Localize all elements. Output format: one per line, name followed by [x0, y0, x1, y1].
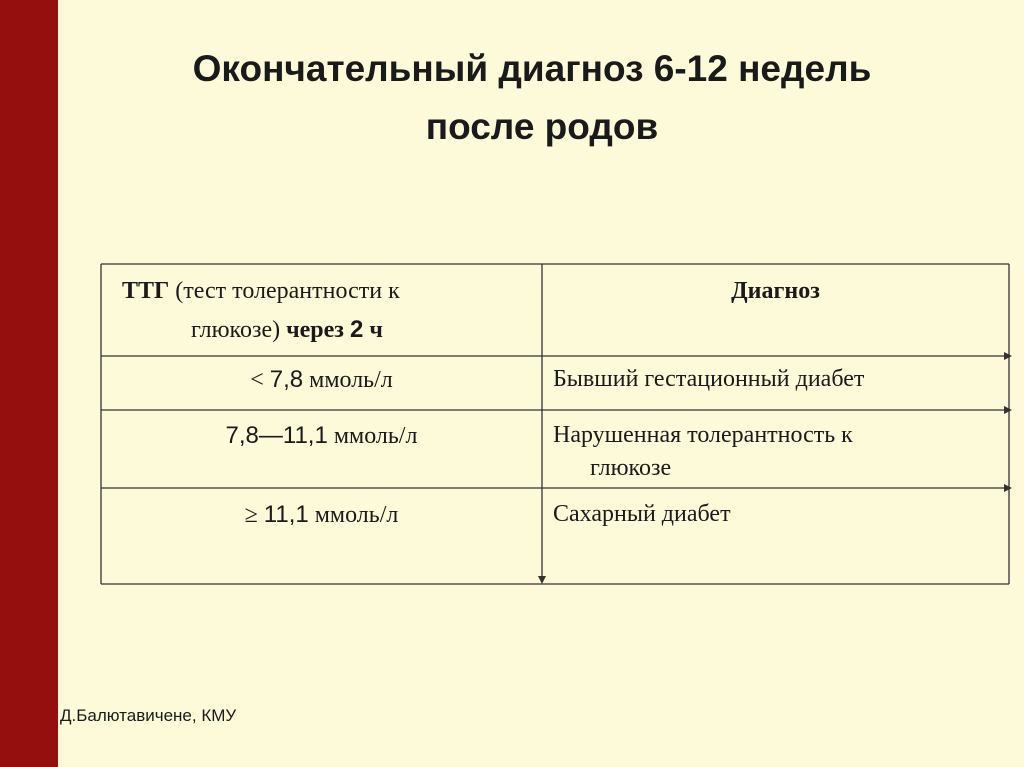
row-1-number: 7,8 [269, 366, 304, 393]
row-3-diagnosis-text: Сахарный диабет [553, 501, 731, 527]
row-2-diagnosis-line-1: Нарушенная толерантность к [553, 422, 853, 448]
footer-credit: Д.Балютавичене, КМУ [60, 706, 237, 725]
row-2-diagnosis [553, 420, 853, 451]
header-ttg-line2 [191, 314, 383, 346]
header-diagnosis [542, 276, 1009, 307]
row-2-number: 7,8—11,1 [225, 422, 328, 449]
row-1-value [101, 364, 542, 396]
row-1-diagnosis-text: Бывший гестационный диабет [553, 366, 865, 392]
row-3-unit: ммоль/л [314, 502, 399, 528]
header-ttg-hours-num: 2 [349, 316, 364, 343]
header-ttg-hours-unit: ч [369, 317, 383, 343]
row-1-diagnosis [553, 364, 864, 395]
row-3-diagnosis [553, 499, 731, 530]
header-ttg [122, 276, 400, 307]
row-3-symbol: ≥ [244, 502, 258, 528]
title-line-2: после родов [425, 106, 659, 147]
header-ttg-through: через [286, 317, 344, 343]
header-diagnosis-label: Диагноз [731, 278, 820, 304]
row-3-value [101, 499, 542, 531]
title-line-1: Окончательный диагноз 6-12 недель [192, 48, 872, 89]
row-2-diagnosis-cont [590, 453, 671, 484]
header-ttg-desc-1: (тест толерантности к [175, 278, 400, 304]
header-ttg-desc-2: глюкозе) [191, 317, 281, 343]
header-ttg-abbr: ТТГ [122, 278, 170, 304]
row-2-diagnosis-line-2: глюкозе [590, 455, 672, 481]
row-1-unit: ммоль/л [309, 367, 393, 393]
row-2-unit: ммоль/л [333, 423, 418, 449]
row-1-symbol: < [250, 367, 264, 393]
row-2-value [101, 420, 542, 452]
row-3-number: 11,1 [263, 501, 309, 528]
